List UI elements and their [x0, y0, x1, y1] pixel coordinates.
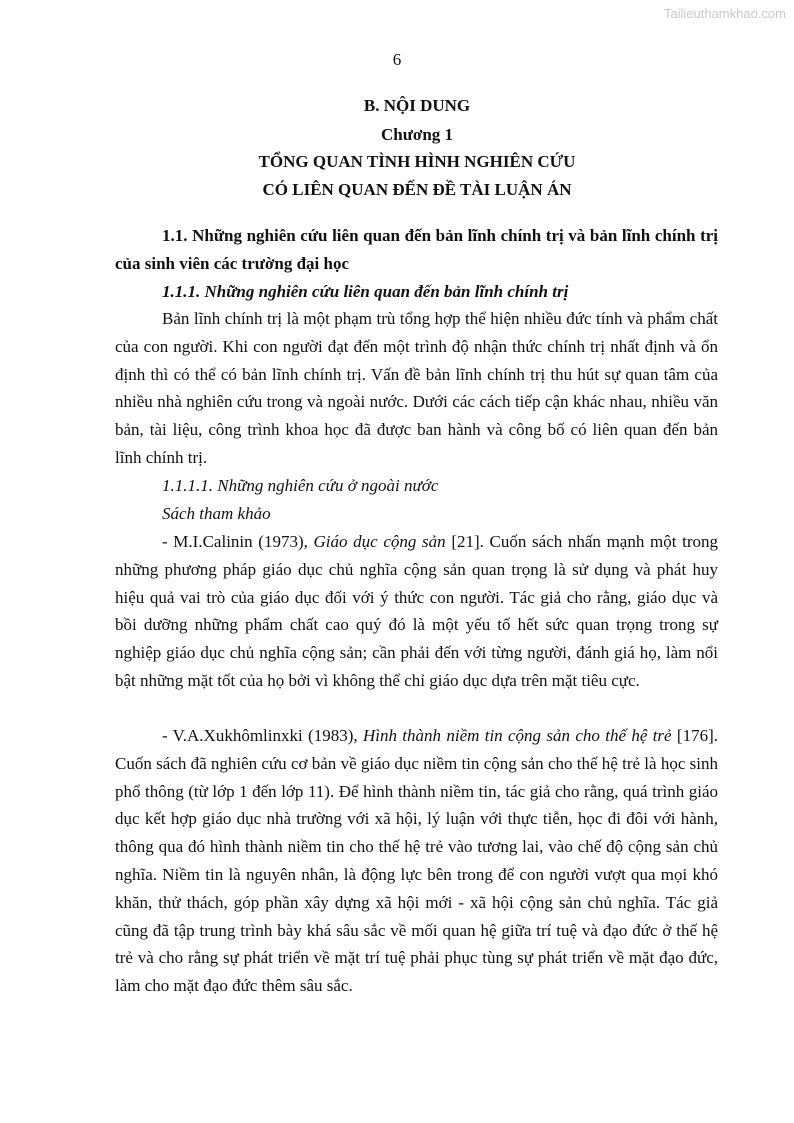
- calinin-book-title: Giáo dục cộng sản: [313, 532, 446, 551]
- calinin-body: [21]. Cuốn sách nhấn mạnh một trong những phương pháp giáo dục chủ nghĩa cộng sản quan trọng là sử dụng và phát huy hiệu quả vai trò của giáo dục đối với ý thức con người. Tác giả cho rằng, giáo dục và bồi dưỡng những phẩm chất cao quý đó là một yếu tố hết sức quan trọng trong sự nghiệp giáo dục chủ nghĩa cộng sản; cần phải đến với từng người, đánh giá họ, làm nổi bật những mặt tốt của họ bởi vì không thể chỉ giáo dục dựa trên mặt tiêu cực.: [115, 532, 718, 690]
- xukhomlinxki-author: - V.A.Xukhômlinxki (1983),: [162, 726, 363, 745]
- heading-1-1-1: 1.1.1. Những nghiên cứu liên quan đến bản lĩnh chính trị: [162, 282, 569, 301]
- calinin-author: - M.I.Calinin (1973),: [162, 532, 314, 551]
- page-number: 6: [392, 50, 402, 69]
- heading-1-1-1-1: 1.1.1.1. Những nghiên cứu ở ngoài nước: [162, 476, 439, 495]
- section-title: B. NỘI DUNG: [363, 96, 471, 115]
- chapter-label: Chương 1: [380, 125, 454, 144]
- watermark: Tailieuthamkhao.com: [663, 6, 786, 21]
- xukhomlinxki-book-title: Hình thành niềm tin cộng sản cho thế hệ trẻ: [362, 726, 672, 745]
- subheading-reference-books: Sách tham khảo: [162, 504, 271, 523]
- paragraph-calinin: [115, 528, 718, 695]
- chapter-title-line-1: TỔNG QUAN TÌNH HÌNH NGHIÊN CỨU: [258, 152, 576, 171]
- paragraph-xukhomlinxki: [115, 722, 718, 1000]
- chapter-title-line-2: CÓ LIÊN QUAN ĐẾN ĐỀ TÀI LUẬN ÁN: [262, 180, 572, 199]
- paragraph-intro: Bản lĩnh chính trị là một phạm trù tổng hợp thể hiện nhiều đức tính và phẩm chất của con người. Khi con người đạt đến một trình độ nhận thức chính trị nhất định và ổn định thì có thể có bản lĩnh chính trị. Vấn đề bản lĩnh chính trị thu hút sự quan tâm của nhiều nhà nghiên cứu trong và ngoài nước. Dưới các cách tiếp cận khác nhau, nhiều văn bản, tài liệu, công trình khoa học đã được ban hành và công bố có liên quan đến bản lĩnh chính trị.: [115, 309, 718, 467]
- heading-1-1: 1.1. Những nghiên cứu liên quan đến bản lĩnh chính trị và bản lĩnh chính trị của sinh viên các trường đại học: [115, 226, 718, 273]
- xukhomlinxki-body: [176]. Cuốn sách đã nghiên cứu cơ bản về giáo dục niềm tin cộng sản cho thế hệ trẻ là học sinh phổ thông (từ lớp 1 đến lớp 11). Để hình thành niềm tin, tác giả cho rằng, quá trình giáo dục kết hợp giáo dục nhà trường với xã hội, lý luận với thực tiễn, học đi đôi với hành, thông qua đó hình thành niềm tin cho thế hệ trẻ vào tương lai, vào chế độ cộng sản chủ nghĩa. Niềm tin là nguyên nhân, là động lực bên trong để con người vượt qua mọi khó khăn, thử thách, góp phần xây dựng xã hội mới - xã hội cộng sản chủ nghĩa. Tác giả cũng đã tập trung trình bày khá sâu sắc về mối quan hệ giữa trí tuệ và đạo đức ở thế hệ trẻ và cho rằng sự phát triển về mặt trí tuệ phải phục tùng sự phát triển về mặt đạo đức, làm cho mặt đạo đức thêm sâu sắc.: [115, 726, 718, 996]
